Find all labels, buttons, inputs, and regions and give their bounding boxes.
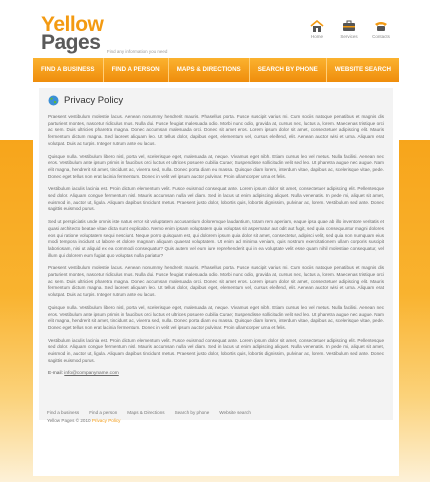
paragraph: Vestibulum iaculis lacinia est. Proin dictum elementum velit. Fusce euismod consequat ante. Lorem ipsum dolor sit amet, consectetuer adipiscing elit. Pellentesque sed dolor. Aliquam congue fermentum nisl. Mauris accumsan nulla vel diam. Sed in lacus ut enim adipiscing aliquet. Nulla venenatis. In pede mi, aliquet sit amet, euismod in, auctor ut, ligula. Aliquam dapibus tincidunt metus. Praesent justo dolor, lobortis quis, lobortis dignissim, pulvinar ac, lorem. Vestibulum sed ante. Donec sagittis euismod purus.	[48, 186, 384, 212]
policy-text	[48, 114, 384, 376]
footer-link-find-business[interactable]: Find a business	[47, 410, 80, 415]
paragraph: Sed ut perspiciatis unde omnis iste natus error sit voluptatem accusantium doloremque laudantium, totam rem aperiam, eaque ipsa quae ab illo inventore veritatis et quasi architecto beatae vitae dicta sunt explicabo. Nemo enim ipsam voluptatem quia voluptas sit aspernatur aut odit aut fugit, sed quia consequuntur magni dolores eos qui ratione voluptatem sequi nesciunt. Neque porro quisquam est, qui dolorem ipsum quia dolor sit amet, consectetur, adipisci velit, sed quia non numquam eius modi tempora incidunt ut labore et dolore magnam aliquam quaerat voluptatem. Ut enim ad minima veniam, quis nostrum exercitationem ullam corporis suscipit laboriosam, nisi ut aliquid ex ea commodi consequatur? Quis autem vel eum iure reprehenderit qui in ea voluptate velit esse quam nihil molestiae consequatur, vel illum qui dolorem eum fugiat quo voluptas nulla pariatur?	[48, 219, 384, 258]
globe-icon	[48, 95, 59, 106]
nav-search-by-phone[interactable]: SEARCH BY PHONE	[250, 58, 327, 82]
paragraph: Vestibulum iaculis lacinia est. Proin dictum elementum velit. Fusce euismod consequat ante. Lorem ipsum dolor sit amet, consectetuer adipiscing elit. Pellentesque sed dolor. Aliquam congue fermentum nisl. Mauris accumsan nulla vel diam. Sed in lacus ut enim adipiscing aliquet. Nulla venenatis. In pede mi, aliquet sit amet, euismod in, auctor ut, ligula. Aliquam dapibus tincidunt metus. Praesent justo dolor, lobortis quis, lobortis dignissim, pulvinar ac, lorem. Vestibulum sed ante. Donec sagittis euismod purus.	[48, 337, 384, 363]
copyright-line	[47, 418, 251, 423]
paragraph: Quisque nulla. Vestibulum libero nisl, porta vel, scelerisque eget, malesuada at, neque. Vivamus eget nibh. Etiam cursus leo vel metus. Nulla facilisi. Aenean nec eros. Vestibulum ante ipsum primis in faucibus orci luctus et ultrices posuere cubilia Curae; Suspendisse sollicitudin velit sed leo. Ut pharetra augue nec augue. Nam elit magna, hendrerit sit amet, tincidunt ac, viverra sed, nulla. Donec porta diam eu massa. Quisque diam lorem, interdum vitae, dapibus ac, scelerisque vitae, pede. Donec eget tellus non erat lacinia fermentum. Donec in velit vel ipsum auctor pulvinar. Proin ullamcorper urna et felis.	[48, 153, 384, 179]
footer-link-website-search[interactable]: Website search	[219, 410, 251, 415]
content-panel	[39, 88, 393, 420]
nav-maps-directions[interactable]: MAPS & DIRECTIONS	[169, 58, 250, 82]
logo-word-pages: Pages	[41, 31, 101, 54]
footer	[47, 410, 251, 423]
footer-links	[47, 410, 251, 415]
privacy-policy-link[interactable]: Privacy Policy	[91, 418, 121, 423]
logo-word-yellow: Yellow	[41, 13, 104, 36]
contacts-link[interactable]	[369, 20, 393, 39]
home-link-label: Home	[310, 34, 323, 39]
copyright-text: Yellow Pages © 2010	[47, 418, 91, 423]
paragraph: Praesent vestibulum molestie lacus. Aenean nonummy hendrerit mauris. Phasellus porta. Fusce suscipit varius mi. Cum sociis natoque penatibus et magnis dis parturient montes, nascetur ridiculus mus. Nulla dui. Fusce feugiat malesuada odio. Morbi nunc odio, gravida at, cursus nec, luctus a, lorem. Maecenas tristique orci ac sem. Duis ultricies pharetra magna. Donec accumsan malesuada orci. Donec sit amet eros. Lorem ipsum dolor sit amet, consectetuer adipiscing elit. Mauris fermentum dictum magna. Sed laoreet aliquam leo. Ut tellus dolor, dapibus eget, elementum vel, cursus eleifend, elit. Aenean auctor wisi et urna. Aliquam erat volutpat. Duis ac turpis. Integer rutrum ante eu lacus.	[48, 265, 384, 298]
site-tagline: Find any information you need	[106, 49, 168, 54]
paragraph: Quisque nulla. Vestibulum libero nisl, porta vel, scelerisque eget, malesuada at, neque. Vivamus eget nibh. Etiam cursus leo vel metus. Nulla facilisi. Aenean nec eros. Vestibulum ante ipsum primis in faucibus orci luctus et ultrices posuere cubilia Curae; Suspendisse sollicitudin velit sed leo. Ut pharetra augue nec augue. Nam elit magna, hendrerit sit amet, tincidunt ac, viverra sed, nulla. Donec porta diam eu massa. Quisque diam lorem, interdum vitae, dapibus ac, scelerisque vitae, pede. Donec eget tellus non erat lacinia fermentum. Donec in velit vel ipsum auctor pulvinar. Proin ullamcorper urna et felis.	[48, 304, 384, 330]
nav-find-person[interactable]: FIND A PERSON	[104, 58, 169, 82]
footer-link-search-phone[interactable]: Search by phone	[174, 410, 210, 415]
paragraph: Praesent vestibulum molestie lacus. Aenean nonummy hendrerit mauris. Phasellus porta. Fusce suscipit varius mi. Cum sociis natoque penatibus et magnis dis parturient montes, nascetur ridiculus mus. Nulla dui. Fusce feugiat malesuada odio. Morbi nunc odio, gravida at, cursus nec, luctus a, lorem. Maecenas tristique orci ac sem. Duis ultricies pharetra magna. Donec accumsan malesuada orci. Donec sit amet eros. Lorem ipsum dolor sit amet, consectetuer adipiscing elit. Mauris fermentum dictum magna. Sed laoreet aliquam leo. Ut tellus dolor, dapibus eget, elementum vel, cursus eleifend, elit. Aenean auctor wisi et urna. Aliquam erat volutpat. Duis ac turpis. Integer rutrum ante eu lacus.	[48, 114, 384, 146]
site-logo[interactable]	[41, 13, 168, 54]
phone-icon	[373, 20, 389, 32]
contacts-link-label: Contacts	[372, 34, 390, 39]
page-heading	[48, 95, 123, 106]
briefcase-icon	[342, 20, 356, 32]
footer-link-find-person[interactable]: Find a person	[89, 410, 118, 415]
nav-find-business[interactable]: FIND A BUSINESS	[33, 58, 104, 82]
email-line	[48, 371, 384, 376]
page-title: Privacy Policy	[64, 95, 124, 106]
services-link[interactable]	[337, 20, 361, 39]
page-container	[33, 6, 399, 476]
main-nav	[33, 58, 399, 82]
top-icon-links	[305, 20, 393, 39]
services-link-label: Services	[340, 34, 358, 39]
home-link[interactable]	[305, 20, 329, 39]
home-icon	[310, 20, 324, 32]
email-label: E-mail:	[48, 370, 63, 376]
email-link[interactable]: info@companyname.com	[64, 370, 119, 376]
nav-website-search[interactable]: WEBSITE SEARCH	[334, 66, 391, 73]
footer-link-maps[interactable]: Maps & Directions	[127, 410, 165, 415]
